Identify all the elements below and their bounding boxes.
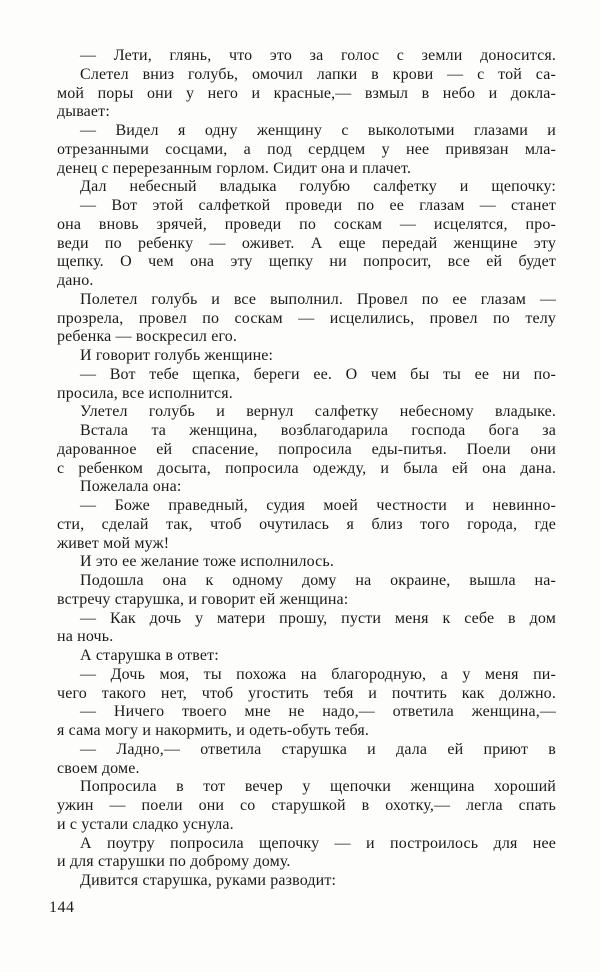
text-line: А поутру попросила щепочку — и построилось для нее <box>80 834 556 852</box>
text-line: на ночь. <box>57 628 114 646</box>
text-line: просила, все исполнится. <box>57 384 233 402</box>
text-line: своем доме. <box>57 759 140 777</box>
text-line: — Вот этой салфеткой проведи по ее глазам — станет <box>80 197 556 214</box>
text-line: А старушка в ответ: <box>80 647 219 664</box>
text-line: Пожелала она: <box>80 478 182 496</box>
text-line: я сама могу и накормить, и одеть-обуть тебя. <box>57 722 370 739</box>
text-line: веди по ребенку — оживет. А еще передай женщине эту <box>57 234 556 252</box>
text-line: — Боже праведный, судия моей честности и невинно- <box>80 497 556 514</box>
text-line: — Вот тебе щепка, береги ее. О чем бы ты ее ни по- <box>80 365 556 383</box>
text-line: — Ничего твоего мне не надо,— ответила женщина,— <box>80 703 556 721</box>
text-line: дарованное ей спасение, попросила еды-питья. Поели они <box>57 440 556 458</box>
text-line: Полетел голубь и все выполнил. Провел по ее глазам — <box>80 290 556 308</box>
text-line: сти, сделай так, чтоб очутилась я близ того города, где <box>57 515 556 533</box>
text-line: — Видел я одну женщину с выколотыми глазами и <box>80 122 556 139</box>
text-line: мой поры они у него и красные,— взмыл в небо и докла- <box>57 84 556 102</box>
page-number: 144 <box>49 899 75 916</box>
text-line: — Лети, глянь, что это за голос с земли доносится. <box>80 47 556 64</box>
text-line: встречу старушка, и говорит ей женщина: <box>57 590 349 608</box>
text-line: — Ладно,— ответила старушка и дала ей приют в <box>80 740 556 758</box>
text-line: отрезанными сосцами, а под сердцем у нее привязан мла- <box>57 140 556 158</box>
text-line: Встала та женщина, возблагодарила господа бога за <box>80 422 556 439</box>
text-line: щепку. О чем она эту щепку ни попросит, все ей будет <box>57 253 556 271</box>
text-line: Дивится старушка, руками разводит: <box>80 872 337 889</box>
text-line: дано. <box>57 272 94 289</box>
text-line: чего такого нет, чтоб угостить тебя и почтить как должно. <box>57 684 556 702</box>
text-line: И это ее желание тоже исполнилось. <box>80 553 334 571</box>
text-line: с ребенком досыта, попросила одежду, и была ей она дана. <box>57 459 556 477</box>
text-line: И говорит голубь женщине: <box>80 347 274 364</box>
text-block <box>57 47 556 891</box>
text-line: ребенка — воскресил его. <box>57 328 238 346</box>
text-line: — Как дочь у матери прошу, пусти меня к себе в дом <box>80 609 556 627</box>
text-line: и для старушки по доброму дому. <box>57 853 291 871</box>
text-line: живет мой муж! <box>57 534 170 552</box>
text-line: Улетел голубь и вернул салфетку небесному владыке. <box>80 403 556 421</box>
text-line: Подошла она к одному дому на окраине, вышла на- <box>80 572 556 589</box>
text-line: денец с перерезанным горлом. Сидит она и плачет. <box>57 159 412 177</box>
text-line: она вновь зрячей, проведи по соскам — исцелятся, про- <box>57 215 556 233</box>
text-line: дывает: <box>57 103 110 121</box>
text-line: Попросила в тот вечер у щепочки женщина хороший <box>80 778 556 796</box>
text-line: — Дочь моя, ты похожа на благородную, а у меня пи- <box>80 665 556 683</box>
text-line: и с устали сладко уснула. <box>57 815 234 833</box>
text-line: Слетел вниз голубь, омочил лапки в крови — с той са- <box>80 65 556 83</box>
text-line: Дал небесный владыка голубю салфетку и щепочку: <box>80 178 556 196</box>
text-line: ужин — поели они со старушкой в охотку,— легла спать <box>57 797 556 814</box>
text-line: прозрела, провел по соскам — исцелились, провел по телу <box>57 309 556 327</box>
